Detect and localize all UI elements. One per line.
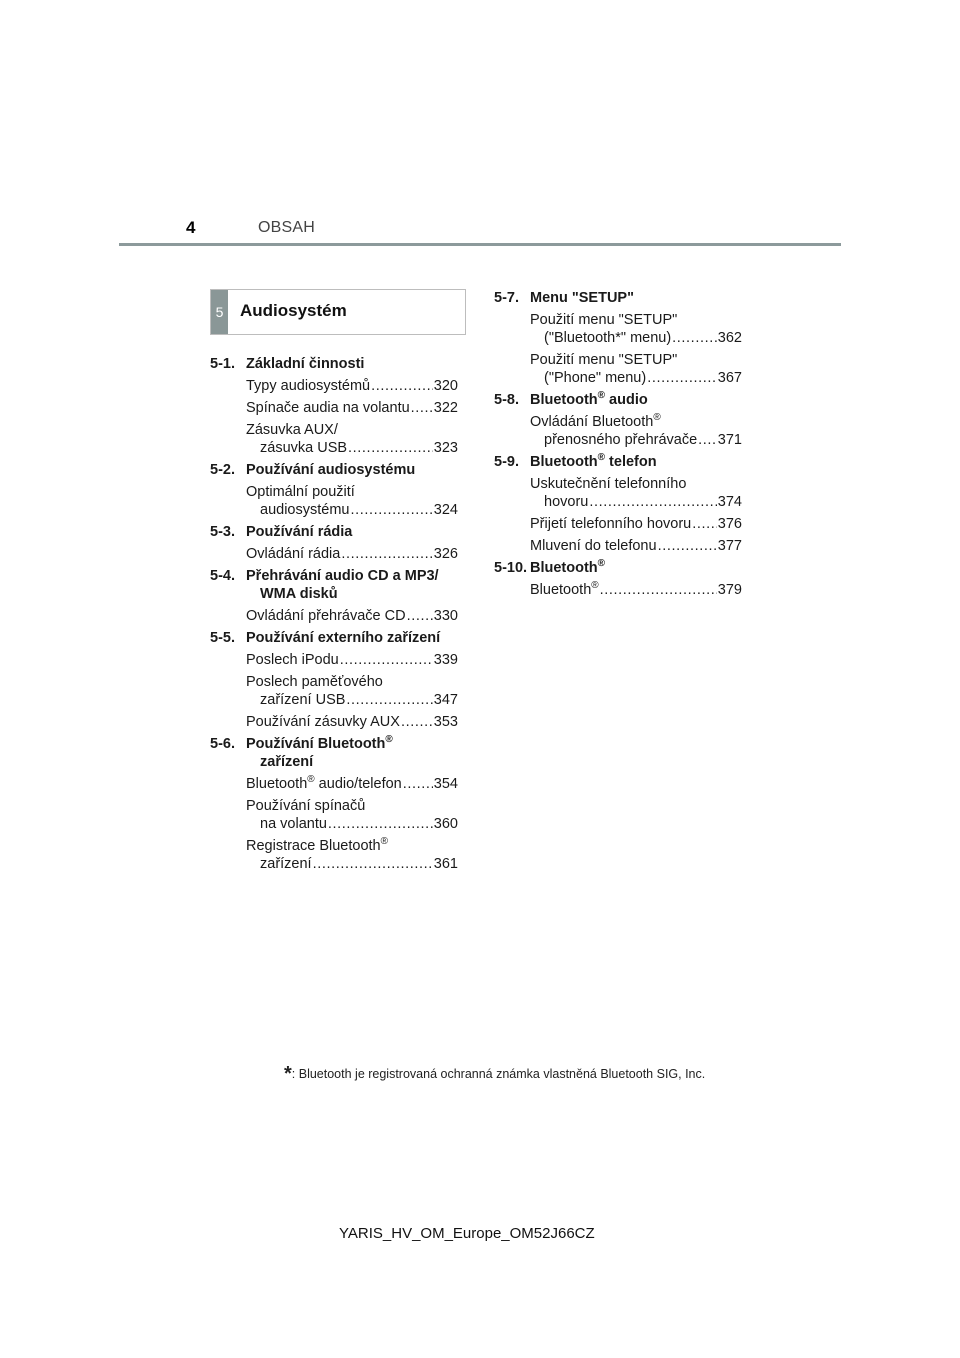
toc-entry-text: Zásuvka AUX/ (246, 422, 338, 438)
toc-page-number: 374 (717, 494, 742, 510)
toc-entry-line (530, 581, 742, 599)
section-number: 5-10. (494, 560, 528, 576)
toc-entry-line (530, 537, 742, 555)
toc-entry-text: Ovládání rádia (246, 546, 341, 562)
section-heading-text: Menu "SETUP" (530, 290, 634, 306)
toc-page-number: 324 (433, 502, 458, 518)
toc-entry[interactable] (210, 607, 458, 625)
toc-entry-line (530, 369, 742, 387)
toc-entry-line (246, 377, 458, 395)
toc-entry-text: Používání zásuvky AUX (246, 714, 400, 730)
toc-entry-line (530, 351, 742, 369)
toc-entry-line (246, 673, 458, 691)
toc-entry[interactable] (494, 515, 742, 533)
toc-entry-text: zásuvka USB (260, 440, 348, 456)
toc-entry-text: Poslech paměťového (246, 674, 383, 690)
dot-leader (341, 545, 432, 563)
footnote-mark: * (284, 1063, 292, 1085)
toc-entry-text: Použití menu "SETUP" (530, 312, 678, 328)
toc-entry[interactable] (494, 537, 742, 555)
registered-mark: ® (591, 580, 599, 591)
toc-entry[interactable] (210, 545, 458, 563)
toc-page-number: 330 (433, 608, 458, 624)
toc-page-number: 379 (717, 582, 742, 598)
dot-leader (647, 369, 717, 387)
dot-leader (692, 515, 717, 533)
footnote-text: : Bluetooth je registrovaná ochranná známka vlastněná Bluetooth SIG, Inc. (291, 1067, 706, 1081)
toc-entry[interactable] (494, 475, 742, 511)
registered-mark: ® (653, 412, 661, 423)
toc-right-column (494, 285, 742, 599)
toc-entry[interactable] (494, 581, 742, 599)
dot-leader (371, 377, 433, 395)
toc-entry-text: Používání spínačů (246, 798, 366, 814)
toc-entry-text: Přijetí telefonního hovoru (530, 516, 692, 532)
toc-section-heading (210, 629, 458, 647)
toc-entry-line (246, 691, 458, 709)
toc-page-number: 376 (717, 516, 742, 532)
toc-page-number: 367 (717, 370, 742, 386)
dot-leader (411, 399, 433, 417)
toc-entry-text: Registrace Bluetooth® (246, 836, 388, 854)
section-number: 5-8. (494, 392, 519, 408)
toc-entry[interactable] (210, 673, 458, 709)
toc-entry-text: Mluvení do telefonu (530, 538, 657, 554)
toc-entry-text: ("Phone" menu) (544, 370, 647, 386)
section-heading-line2: WMA disků (260, 586, 338, 602)
dot-leader (401, 713, 433, 731)
toc-entry-text: Bluetooth® audio/telefon (246, 774, 402, 792)
registered-mark: ® (380, 836, 388, 847)
dot-leader (313, 855, 433, 873)
footer-code: YARIS_HV_OM_Europe_OM52J66CZ (339, 1225, 595, 1242)
toc-page-number: 360 (433, 816, 458, 832)
toc-entry-text: Uskutečnění telefonního (530, 476, 687, 492)
toc-entry-text: audiosystému (260, 502, 350, 518)
registered-mark: ® (307, 774, 315, 785)
section-number: 5-1. (210, 356, 235, 372)
toc-left-column (210, 351, 458, 873)
toc-entry-line (530, 431, 742, 449)
toc-page-number: 322 (433, 400, 458, 416)
toc-entry-line (530, 329, 742, 347)
toc-section-heading (210, 355, 458, 373)
toc-entry[interactable] (210, 377, 458, 395)
dot-leader (348, 439, 433, 457)
toc-section-heading (494, 391, 742, 409)
toc-entry-text: zařízení USB (260, 692, 346, 708)
toc-entry[interactable] (210, 421, 458, 457)
toc-entry-line (246, 607, 458, 625)
section-number: 5-2. (210, 462, 235, 478)
section-heading-text: Bluetooth (530, 560, 598, 576)
toc-entry-line (530, 413, 742, 431)
toc-entry-line (530, 493, 742, 511)
toc-entry[interactable] (210, 399, 458, 417)
toc-section-heading (210, 735, 458, 771)
toc-entry-text: Spínače audia na volantu (246, 400, 410, 416)
toc-entry-text: Ovládání přehrávače CD (246, 608, 406, 624)
toc-entry-line (246, 483, 458, 501)
section-heading-text: Používání externího zařízení (246, 630, 441, 646)
toc-entry[interactable] (494, 311, 742, 347)
section-heading-text: Používání audiosystému (246, 462, 416, 478)
toc-entry-line (246, 713, 458, 731)
toc-entry-text: Použití menu "SETUP" (530, 352, 678, 368)
section-heading-text: Používání Bluetooth (246, 736, 386, 752)
toc-entry-line (246, 545, 458, 563)
section-number: 5-5. (210, 630, 235, 646)
section-number: 5-7. (494, 290, 519, 306)
dot-leader (600, 581, 717, 599)
dot-leader (340, 651, 433, 669)
dot-leader (403, 775, 433, 793)
toc-page-number: 371 (717, 432, 742, 448)
toc-entry[interactable] (210, 797, 458, 833)
dot-leader (658, 537, 717, 555)
toc-page-number: 353 (433, 714, 458, 730)
section-number: 5-4. (210, 568, 235, 584)
toc-entry-text: Ovládání Bluetooth® (530, 412, 661, 430)
toc-page-number: 326 (433, 546, 458, 562)
section-heading-line2: zařízení (260, 754, 314, 770)
toc-entry-line (246, 815, 458, 833)
toc-page-number: 377 (717, 538, 742, 554)
toc-entry-line (246, 501, 458, 519)
registered-mark: ® (597, 390, 606, 401)
toc-section-heading (210, 523, 458, 541)
toc-entry-text: ("Bluetooth*" menu) (544, 330, 672, 346)
section-number: 5-3. (210, 524, 235, 540)
registered-mark: ® (385, 734, 393, 745)
section-heading-text: Základní činnosti (246, 356, 365, 372)
section-heading-suffix: telefon (605, 454, 657, 470)
toc-entry-text: na volantu (260, 816, 327, 832)
toc-entry-line (246, 421, 458, 439)
registered-mark: ® (597, 558, 606, 569)
toc-entry[interactable] (210, 483, 458, 519)
toc-entry-text: přenosného přehrávače (544, 432, 698, 448)
toc-page-number: 354 (433, 776, 458, 792)
dot-leader (350, 501, 432, 519)
toc-entry[interactable] (210, 713, 458, 731)
dot-leader (589, 493, 716, 511)
toc-entry-line (246, 855, 458, 873)
dot-leader (346, 691, 432, 709)
toc-entry-text: zařízení (260, 856, 312, 872)
toc-entry-line (246, 775, 458, 793)
registered-mark: ® (597, 452, 606, 463)
toc-entry-line (246, 651, 458, 669)
toc-entry-text: Bluetooth® (530, 580, 599, 598)
toc-section-heading (494, 453, 742, 471)
toc-entry-line (246, 399, 458, 417)
toc-page-number: 362 (717, 330, 742, 346)
section-heading-text: Bluetooth (530, 392, 598, 408)
footnote (284, 1063, 705, 1086)
toc-entry-line (246, 837, 458, 855)
toc-entry[interactable] (210, 837, 458, 873)
toc-page-number: 320 (433, 378, 458, 394)
dot-leader (672, 329, 717, 347)
toc-section-heading (210, 567, 458, 603)
toc-entry-text: Typy audiosystémů (246, 378, 371, 394)
toc-entry-line (530, 311, 742, 329)
header-divider (119, 243, 841, 246)
section-heading-text: Bluetooth (530, 454, 598, 470)
toc-entry-text: Optimální použití (246, 484, 355, 500)
section-number-tab: 5 (211, 290, 228, 334)
section-number: 5-9. (494, 454, 519, 470)
toc-section-heading (210, 461, 458, 479)
toc-entry[interactable] (494, 351, 742, 387)
toc-section-heading (494, 559, 742, 577)
dot-leader (328, 815, 433, 833)
section-heading-suffix: audio (605, 392, 648, 408)
page-title: OBSAH (258, 219, 316, 236)
toc-entry-text: hovoru (544, 494, 589, 510)
toc-page-number: 339 (433, 652, 458, 668)
toc-entry-text: Poslech iPodu (246, 652, 339, 668)
toc-entry-line (530, 515, 742, 533)
toc-section-heading (494, 289, 742, 307)
toc-page-number: 361 (433, 856, 458, 872)
toc-entry[interactable] (494, 413, 742, 449)
toc-page-number: 323 (433, 440, 458, 456)
toc-entry-line (530, 475, 742, 493)
toc-entry-line (246, 439, 458, 457)
section-number: 5-6. (210, 736, 235, 752)
toc-entry-line (246, 797, 458, 815)
dot-leader (407, 607, 433, 625)
section-title: Audiosystém (240, 301, 347, 320)
section-heading-text: Používání rádia (246, 524, 353, 540)
toc-page-number: 347 (433, 692, 458, 708)
section-heading (210, 289, 466, 335)
dot-leader (698, 431, 717, 449)
toc-entry[interactable] (210, 775, 458, 793)
toc-entry[interactable] (210, 651, 458, 669)
page-number: 4 (186, 218, 196, 237)
section-heading-text: Přehrávání audio CD a MP3/ (246, 568, 439, 584)
